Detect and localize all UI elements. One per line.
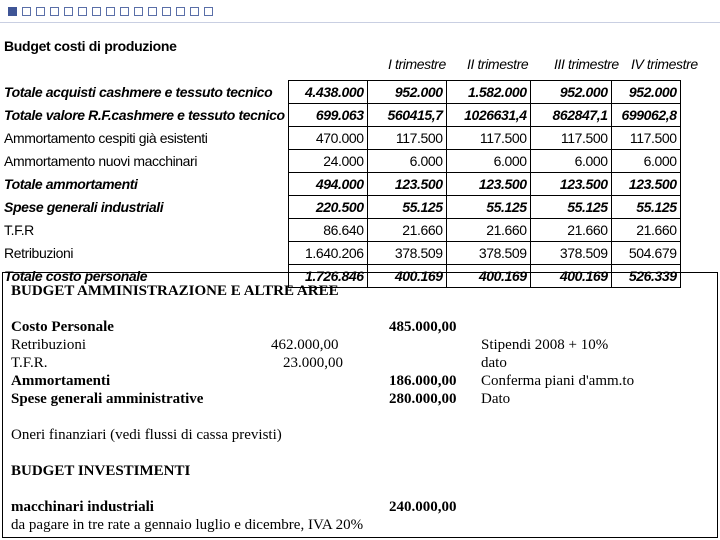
quarter-cell: 400.169 (530, 265, 611, 288)
quarter-cell: 526.339 (611, 265, 680, 288)
quarter-cell: 952.000 (530, 81, 611, 104)
quarter-cell: 21.660 (611, 219, 680, 242)
square-icon (120, 7, 129, 16)
quarter-cell: 952.000 (611, 81, 680, 104)
quarter-cell: 560415,7 (367, 104, 446, 127)
annual-total-cell: 699.063 (288, 104, 367, 127)
ammortamenti-total: 186.000,00 (389, 373, 457, 389)
square-icon (106, 7, 115, 16)
header-q4: IV trimestre (631, 56, 698, 72)
square-icon (190, 7, 199, 16)
quarter-cell: 6.000 (367, 150, 446, 173)
quarter-cell: 123.500 (611, 173, 680, 196)
costo-personale-total: 485.000,00 (389, 319, 457, 335)
quarter-cell: 117.500 (446, 127, 530, 150)
table-row (4, 104, 680, 127)
retribuzioni-amount: 462.000,00 (271, 337, 339, 353)
square-icon (204, 7, 213, 16)
quarter-cell: 123.500 (367, 173, 446, 196)
square-icon (22, 7, 31, 16)
table-row (4, 219, 680, 242)
quarter-cell: 400.169 (367, 265, 446, 288)
quarter-cell: 378.509 (530, 242, 611, 265)
quarter-cell: 699062,8 (611, 104, 680, 127)
square-icon (8, 7, 17, 16)
row-label: Ammortamento cespiti già esistenti (4, 130, 208, 146)
quarter-cell: 117.500 (530, 127, 611, 150)
row-label: Retribuzioni (4, 245, 74, 261)
quarter-cell: 21.660 (446, 219, 530, 242)
quarter-cell: 862847,1 (530, 104, 611, 127)
annual-total-cell: 4.438.000 (288, 81, 367, 104)
quarter-cell: 1026631,4 (446, 104, 530, 127)
decorative-rule (0, 22, 720, 23)
macchinari-note: da pagare in tre rate a gennaio luglio e dicembre, IVA 20% (11, 517, 364, 533)
quarter-cell: 952.000 (367, 81, 446, 104)
row-label: Spese generali industriali (4, 199, 164, 215)
quarter-cell: 117.500 (611, 127, 680, 150)
annual-total-cell: 86.640 (288, 219, 367, 242)
oneri-finanziari: Oneri finanziari (vedi flussi di cassa previsti) (11, 427, 282, 443)
header-q2: II trimestre (467, 56, 529, 72)
square-icon (64, 7, 73, 16)
quarter-cell: 378.509 (367, 242, 446, 265)
quarter-cell: 55.125 (367, 196, 446, 219)
annual-total-cell: 1.640.206 (288, 242, 367, 265)
quarter-cell: 21.660 (367, 219, 446, 242)
square-icon (36, 7, 45, 16)
admin-title: BUDGET AMMINISTRAZIONE E ALTRE AREE (11, 283, 339, 299)
spese-admin-note: Dato (481, 391, 511, 407)
ammortamenti-note: Conferma piani d'amm.to (481, 373, 635, 389)
macchinari-label: macchinari industriali (11, 499, 154, 515)
annual-total-cell: 470.000 (288, 127, 367, 150)
admin-investment-block (2, 272, 718, 538)
square-icon (134, 7, 143, 16)
tfr-label: T.F.R. (11, 355, 48, 371)
production-table (4, 80, 681, 288)
table-row (4, 242, 680, 265)
row-label: Totale acquisti cashmere e tessuto tecnico (4, 84, 273, 100)
table-row (4, 196, 680, 219)
quarter-cell: 1.582.000 (446, 81, 530, 104)
quarter-cell: 55.125 (611, 196, 680, 219)
row-label: Totale costo personale (4, 268, 148, 284)
square-icon (176, 7, 185, 16)
quarter-cell: 123.500 (530, 173, 611, 196)
retribuzioni-label: Retribuzioni (11, 337, 86, 353)
retribuzioni-note: Stipendi 2008 + 10% (481, 337, 609, 353)
quarter-cell: 504.679 (611, 242, 680, 265)
table-row (4, 81, 680, 104)
annual-total-cell: 1.726.846 (288, 265, 367, 288)
row-label: Totale valore R.F.cashmere e tessuto tecnico (4, 107, 285, 123)
annual-total-cell: 220.500 (288, 196, 367, 219)
header-q3: III trimestre (554, 56, 619, 72)
quarter-cell: 55.125 (446, 196, 530, 219)
annual-total-cell: 24.000 (288, 150, 367, 173)
square-icon (162, 7, 171, 16)
quarter-cell: 21.660 (530, 219, 611, 242)
tfr-amount: 23.000,00 (283, 355, 343, 371)
ammortamenti-label: Ammortamenti (11, 373, 111, 389)
costo-personale-label: Costo Personale (11, 319, 114, 335)
quarter-cell: 123.500 (446, 173, 530, 196)
quarter-cell: 6.000 (611, 150, 680, 173)
annual-total-cell: 494.000 (288, 173, 367, 196)
row-label: T.F.R (4, 222, 34, 238)
table-row (4, 127, 680, 150)
square-icon (148, 7, 157, 16)
table-row (4, 150, 680, 173)
tfr-note: dato (481, 355, 507, 371)
quarter-cell: 378.509 (446, 242, 530, 265)
square-icon (78, 7, 87, 16)
production-budget (4, 38, 704, 284)
production-title: Budget costi di produzione (4, 38, 177, 54)
spese-admin-total: 280.000,00 (389, 391, 457, 407)
macchinari-total: 240.000,00 (389, 499, 457, 515)
quarter-cell: 6.000 (530, 150, 611, 173)
row-label: Ammortamento nuovi macchinari (4, 153, 198, 169)
row-label: Totale ammortamenti (4, 176, 138, 192)
quarter-cell: 55.125 (530, 196, 611, 219)
quarter-cell: 400.169 (446, 265, 530, 288)
table-row (4, 173, 680, 196)
investimenti-title: BUDGET INVESTIMENTI (11, 463, 191, 479)
square-icon (50, 7, 59, 16)
spese-admin-label: Spese generali amministrative (11, 391, 204, 407)
quarter-cell: 6.000 (446, 150, 530, 173)
square-icon (92, 7, 101, 16)
quarter-cell: 117.500 (367, 127, 446, 150)
header-q1: I trimestre (388, 56, 446, 72)
